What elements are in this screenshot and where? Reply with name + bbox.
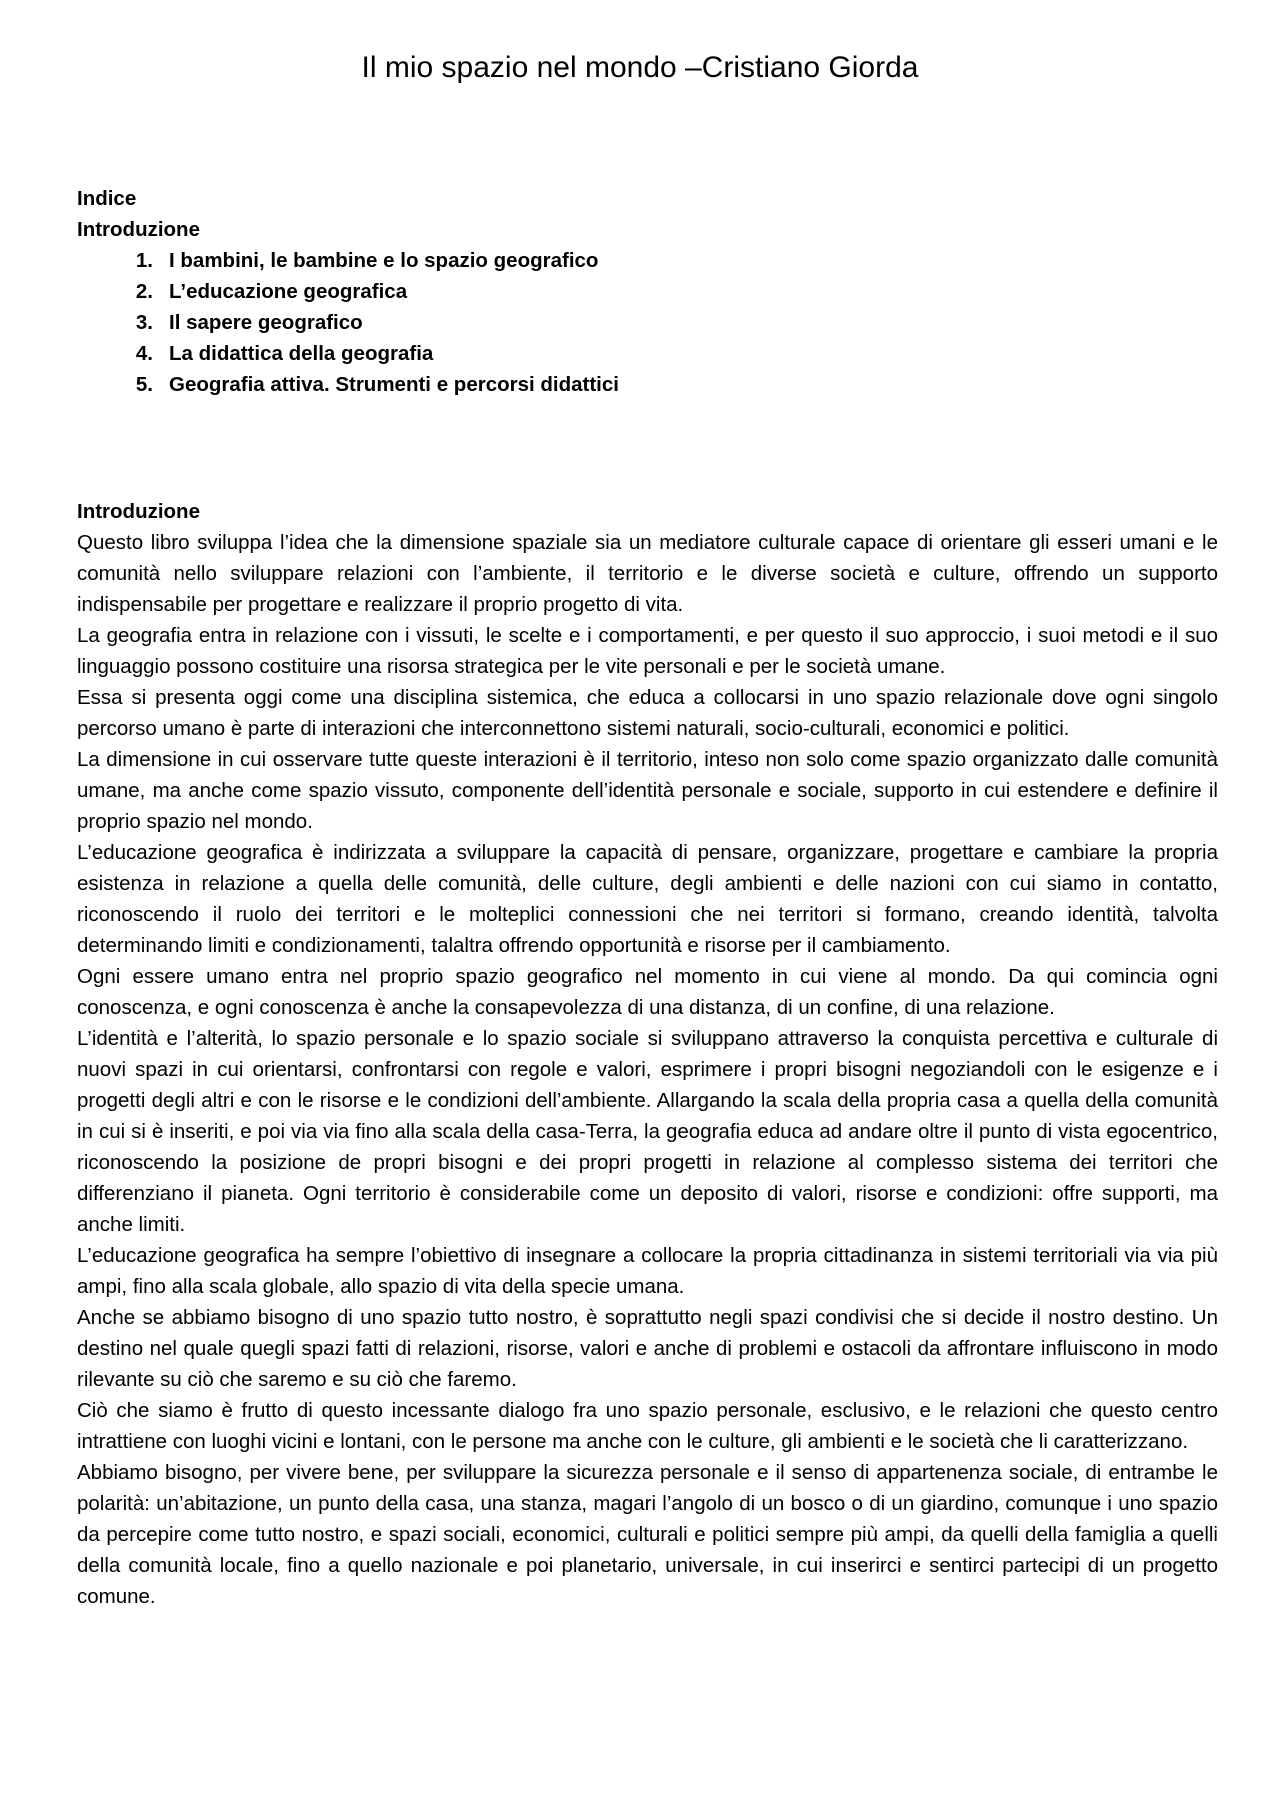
document-title: Il mio spazio nel mondo –Cristiano Giorda: [361, 51, 919, 84]
body-paragraph: Ogni essere umano entra nel proprio spazio geografico nel momento in cui viene al mondo. Da qui comincia ogni conoscenza, e ogni conoscenza è anche la consapevolezza di una distanza, di un confine, di una relazione.: [77, 965, 1218, 1019]
body-paragraph: Essa si presenta oggi come una disciplina sistemica, che educa a collocarsi in uno spazio relazionale dove ogni singolo percorso umano è parte di interazioni che interconnettono sistemi naturali, socio-culturali, economici e politici.: [77, 686, 1218, 740]
toc-item-label: La didattica della geografia: [169, 342, 434, 365]
body-paragraph: L’identità e l’alterità, lo spazio personale e lo spazio sociale si sviluppano attraverso la conquista percettiva e culturale di nuovi spazi in cui orientarsi, confrontarsi con regole e valori, esprimere i propri bisogni negoziandoli con le esigenze e i progetti degli altri e con le risorse e le condizioni dell’ambiente. Allargando la scala della propria casa a quella della comunità in cui si è inseriti, e poi via via fino alla scala della casa-Terra, la geografia educa ad andare oltre il punto di vista egocentrico, riconoscendo la posizione de propri bisogni e dei propri progetti in relazione al complesso sistema dei territori che differenziano il pianeta. Ogni territorio è considerabile come un deposito di valori, risorse e condizioni: offre supporti, ma anche limiti.: [77, 1027, 1218, 1236]
toc-item-label: Geografia attiva. Strumenti e percorsi didattici: [169, 373, 619, 396]
toc-item: [114, 245, 1217, 276]
toc-item-number: 2.: [135, 280, 153, 303]
introduction-heading: Introduzione: [77, 500, 200, 523]
body-paragraph: Questo libro sviluppa l’idea che la dimensione spaziale sia un mediatore culturale capace di orientare gli esseri umani e le comunità nello sviluppare relazioni con l’ambiente, il territorio e le diverse società e culture, offrendo un supporto indispensabile per progettare e realizzare il proprio progetto di vita.: [77, 531, 1218, 616]
body-paragraph: La dimensione in cui osservare tutte queste interazioni è il territorio, inteso non solo come spazio organizzato dalle comunità umane, ma anche come spazio vissuto, componente dell’identità personale e sociale, supporto in cui estendere e definire il proprio spazio nel mondo.: [77, 748, 1218, 833]
body-paragraph: Ciò che siamo è frutto di questo incessante dialogo fra uno spazio personale, esclusivo, e le relazioni che questo centro intrattiene con luoghi vicini e lontani, con le persone ma anche con le culture, gli ambienti e le società che li caratterizzano.: [77, 1399, 1218, 1453]
toc-item-number: 1.: [135, 249, 153, 272]
toc-item: [114, 369, 1217, 400]
body-paragraph: L’educazione geografica è indirizzata a sviluppare la capacità di pensare, organizzare, progettare e cambiare la propria esistenza in relazione a quella delle comunità, delle culture, degli ambienti e delle nazioni con cui siamo in contatto, riconoscendo il ruolo dei territori e le molteplici connessioni che nei territori si formano, creando identità, talvolta determinando limiti e condizionamenti, talaltra offrendo opportunità e risorse per il cambiamento.: [77, 841, 1218, 957]
toc-item: [114, 276, 1217, 307]
toc-item: [114, 307, 1217, 338]
body-paragraph: Anche se abbiamo bisogno di uno spazio tutto nostro, è soprattutto negli spazi condivisi che si decide il nostro destino. Un destino nel quale quegli spazi fatti di relazioni, risorse, valori e anche di problemi e ostacoli da affrontare influiscono in modo rilevante su ciò che saremo e su ciò che faremo.: [77, 1306, 1218, 1391]
toc-item-label: Il sapere geografico: [169, 311, 363, 334]
toc-intro-heading: Introduzione: [77, 218, 200, 241]
toc-item-label: L’educazione geografica: [169, 280, 408, 303]
toc-item-number: 4.: [135, 342, 153, 365]
toc-item-label: I bambini, le bambine e lo spazio geografico: [169, 249, 599, 272]
toc-index-heading: Indice: [77, 187, 137, 210]
body-paragraph: La geografia entra in relazione con i vissuti, le scelte e i comportamenti, e per questo il suo approccio, i suoi metodi e il suo linguaggio possono costituire una risorsa strategica per le vite personali e per le società umane.: [77, 624, 1218, 678]
toc-item: [114, 338, 1217, 369]
introduction-section: [77, 496, 1218, 1612]
toc-item-number: 5.: [135, 373, 153, 396]
body-paragraph: Abbiamo bisogno, per vivere bene, per sviluppare la sicurezza personale e il senso di appartenenza sociale, di entrambe le polarità: un’abitazione, un punto della casa, una stanza, magari l’angolo di un bosco o di un giardino, comunque i uno spazio da percepire come tutto nostro, e spazi sociali, economici, culturali e politici sempre più ampi, da quelli della famiglia a quelli della comunità locale, fino a quello nazionale e poi planetario, universale, in cui inserirci e sentirci partecipi di un progetto comune.: [77, 1461, 1218, 1608]
body-paragraph: L’educazione geografica ha sempre l’obiettivo di insegnare a collocare la propria cittadinanza in sistemi territoriali via via più ampi, fino alla scala globale, allo spazio di vita della specie umana.: [77, 1244, 1218, 1298]
toc-item-number: 3.: [135, 311, 153, 334]
table-of-contents: [77, 183, 1217, 400]
toc-list: [77, 245, 1217, 400]
